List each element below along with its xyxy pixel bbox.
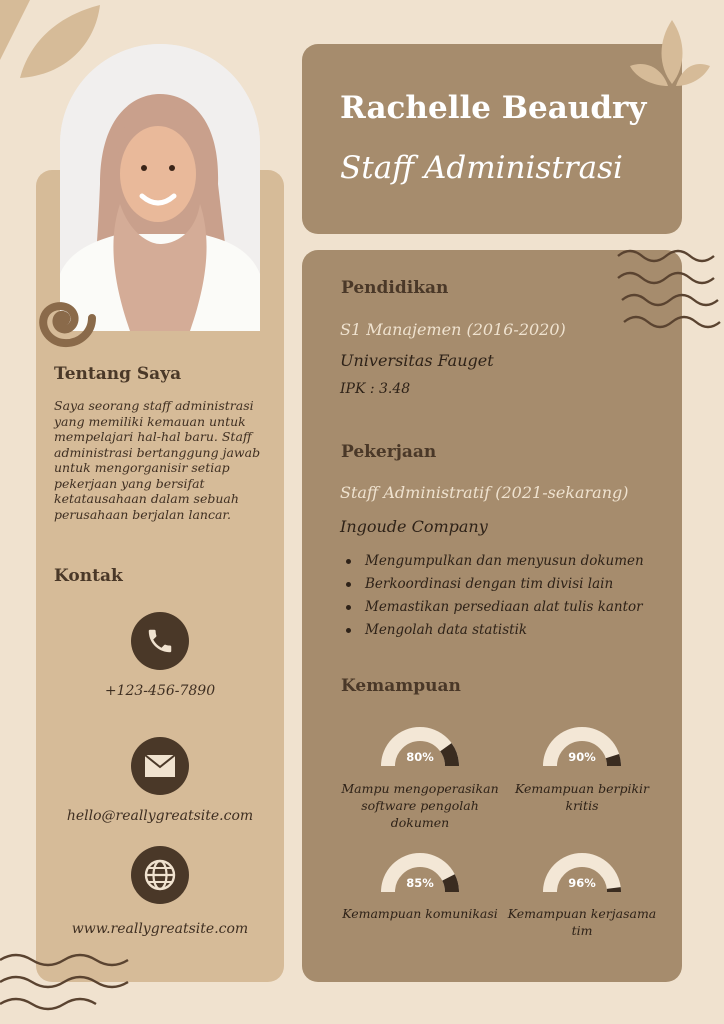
phone-button[interactable] (131, 612, 189, 670)
leaf-decoration-icon (628, 16, 712, 88)
skill-percent: 96% (568, 876, 596, 890)
swirl-decoration-icon (26, 286, 100, 352)
skill-percent: 90% (568, 750, 596, 764)
website-text: www.reallygreatsite.com (71, 921, 249, 937)
duties-list (344, 550, 644, 642)
person-role: Staff Administrasi (340, 150, 623, 186)
skills-heading: Kemampuan (341, 676, 461, 696)
skill-label: Kemampuan kerjasama tim (507, 906, 657, 938)
list-item: Mengolah data statistik (344, 619, 644, 642)
education-heading: Pendidikan (341, 278, 449, 298)
contact-heading: Kontak (54, 566, 123, 586)
about-text: Saya seorang staff administrasi yang memiliki kemauan untuk mempelajari hal-hal baru. Staff administrasi bertanggung jawab untuk mengorganisir setiap pekerjaan yang bersifat ketatausahaan dalam sebuah perusahaan berjalan lancar. (54, 398, 261, 522)
education-degree: S1 Manajemen (2016-2020) (340, 320, 566, 339)
skill-percent: 85% (406, 876, 434, 890)
work-heading: Pekerjaan (341, 442, 437, 462)
list-item: Mengumpulkan dan menyusun dokumen (344, 550, 644, 573)
header-card (302, 44, 682, 234)
person-name: Rachelle Beaudry (340, 90, 647, 126)
skill-label: Kemampuan komunikasi (342, 906, 498, 921)
list-item: Berkoordinasi dengan tim divisi lain (344, 573, 644, 596)
education-gpa: IPK : 3.48 (340, 381, 411, 397)
list-item: Memastikan persediaan alat tulis kantor (344, 596, 644, 619)
skill-percent: 80% (406, 750, 434, 764)
email-button[interactable] (131, 737, 189, 795)
work-company: Ingoude Company (340, 517, 488, 536)
mail-icon (144, 754, 176, 778)
education-school: Universitas Fauget (340, 351, 494, 370)
work-position: Staff Administratif (2021-sekarang) (340, 483, 629, 502)
wave-decoration-icon (0, 948, 130, 1024)
skill-label: Mampu mengoperasikan software pengolah dokumen (341, 781, 499, 830)
skill-label: Kemampuan berpikir kritis (514, 781, 649, 813)
globe-icon (143, 858, 177, 892)
phone-text: +123-456-7890 (104, 683, 216, 699)
email-text: hello@reallygreatsite.com (66, 808, 254, 824)
about-heading: Tentang Saya (54, 364, 182, 384)
website-button[interactable] (131, 846, 189, 904)
wave-decoration-icon (616, 246, 724, 342)
phone-icon (145, 626, 175, 656)
